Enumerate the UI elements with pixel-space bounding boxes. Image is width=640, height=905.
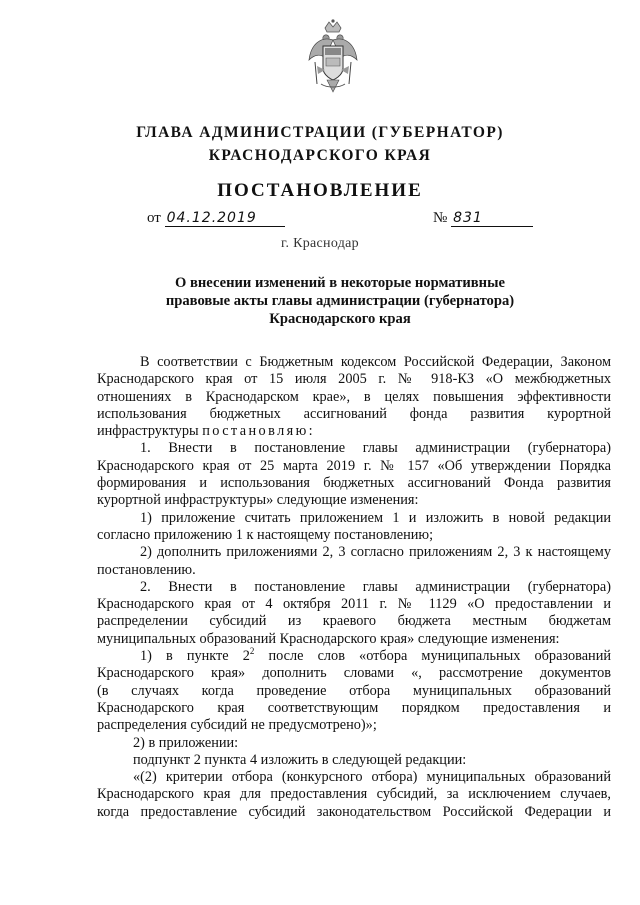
body-line: 2. Внести в постановление главы администрации (губернатора) — [140, 578, 611, 595]
date-label: от — [147, 210, 161, 226]
body-line: 1. Внести в постановление главы администрации (губернатора) — [140, 440, 611, 457]
body-line: Краснодарского края для предоставления субсидий, за исключением случаев, — [97, 786, 611, 803]
body-text: после слов «отбора муниципальных образований — [254, 648, 611, 665]
body-line: В соответствии с Бюджетным кодексом Российской Федерации, Законом — [140, 354, 611, 370]
number-label: № — [433, 210, 448, 226]
coat-of-arms-icon — [303, 18, 363, 100]
body-line: 1) приложение считать приложением 1 и изложить в новой редакции — [140, 509, 611, 526]
issuer-title-line-1: ГЛАВА АДМИНИСТРАЦИИ (ГУБЕРНАТОР) — [136, 124, 504, 141]
document-subject — [140, 274, 540, 329]
body-line: когда предоставление субсидий законодательством Российской Федерации и — [97, 803, 611, 820]
issuer-title-line-2: КРАСНОДАРСКОГО КРАЯ — [208, 147, 432, 164]
subject-line: О внесении изменений в некоторые нормативные — [175, 275, 505, 291]
document-number-row — [433, 210, 533, 227]
body-line — [97, 423, 611, 440]
handwritten-date: 04.12.2019 — [165, 210, 285, 227]
body-line: Краснодарского края от 4 октября 2011 г. № 1129 «О предоставлении и — [97, 596, 611, 613]
body-line: курортной инфраструктуры» следующие изменения: — [97, 492, 419, 509]
coat-of-arms-emblem — [303, 18, 363, 100]
body-line: «(2) критерии отбора (конкурсного отбора) муниципальных образований — [133, 769, 611, 786]
subject-line: правовые акты главы администрации (губернатора) — [165, 293, 515, 310]
decree-word: постановляю: — [202, 423, 316, 440]
body-line: 2) дополнить приложениями 2, 3 согласно приложениям 2, 3 к настоящему — [140, 544, 611, 561]
handwritten-number: 831 — [451, 210, 533, 227]
body-line: Краснодарского края от 15 июля 2005 г. № 918-КЗ «О межбюджетных — [97, 371, 611, 388]
document-date-row — [147, 210, 285, 227]
body-line: постановлению. — [97, 561, 196, 578]
superscript: 2 — [249, 646, 255, 657]
body-line: распределении субсидий из краевого бюджета местным бюджетам — [97, 613, 611, 630]
body-line: распределения субсидий не предусмотрено)»; — [97, 717, 377, 734]
body-line: (в случаях когда проведение отбора муниципальных образований — [97, 682, 611, 699]
body-line — [97, 648, 611, 665]
body-line: отношениях в Краснодарском крае», в целях повышения эффективности — [97, 388, 611, 405]
body-line: муниципальных образований Краснодарского края» следующие изменения: — [97, 630, 560, 647]
body-line: согласно приложению 1 к настоящему постановлению; — [97, 526, 434, 543]
body-line: Краснодарского края» дополнить словами «, рассмотрение документов — [97, 665, 611, 682]
document-type-title: ПОСТАНОВЛЕНИЕ — [217, 180, 423, 201]
document-body — [97, 354, 611, 821]
body-text: инфраструктуры — [97, 423, 199, 440]
body-line: Краснодарского края от 25 марта 2019 г. № 157 «Об утверждении Порядка — [97, 457, 611, 474]
city-line: г. Краснодар — [281, 236, 359, 251]
body-line: 2) в приложении: — [133, 734, 239, 751]
subject-line: Краснодарского края — [269, 311, 411, 328]
body-line: Краснодарского края соответствующим порядком предоставления и — [97, 699, 611, 716]
body-line: формирования и использования бюджетных ассигнований Фонда развития — [97, 475, 611, 492]
body-line: использования бюджетных ассигнований фонда развития курортной — [97, 405, 611, 422]
body-text: 1) в пункте 2 — [140, 648, 250, 665]
body-line: подпункт 2 пункта 4 изложить в следующей редакции: — [133, 751, 467, 768]
